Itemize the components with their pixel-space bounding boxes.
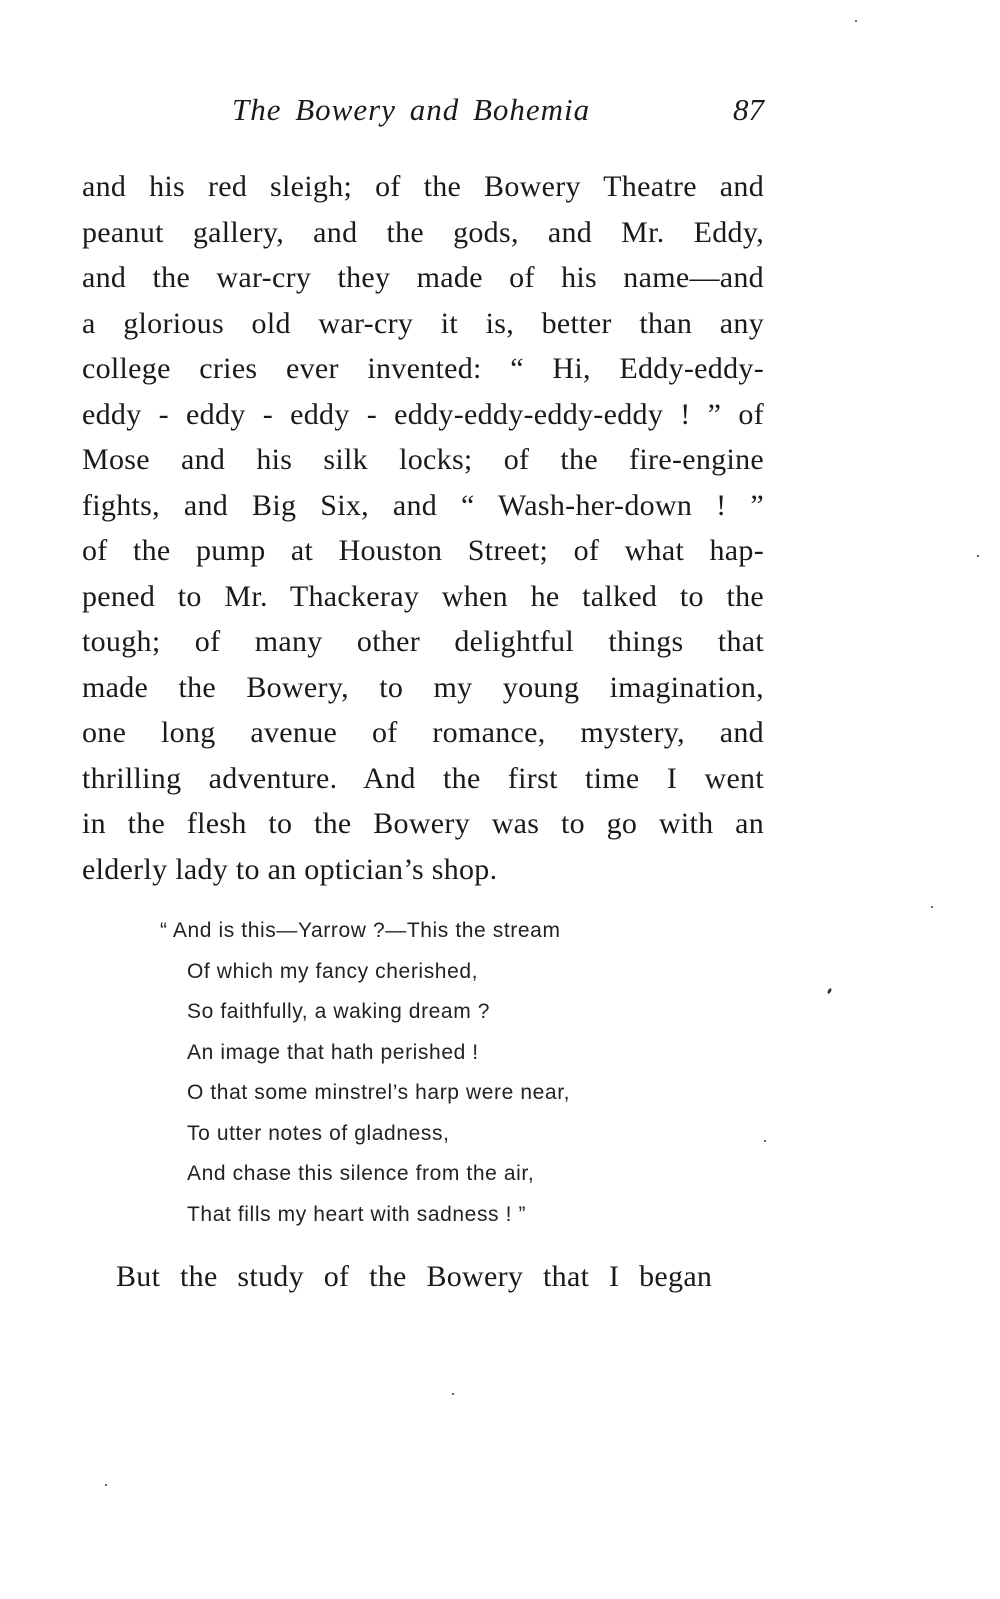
body-line: eddy - eddy - eddy - eddy-eddy-eddy-eddy ! ” of	[82, 397, 764, 431]
scan-speck	[764, 1140, 766, 1142]
body-line: pened to Mr. Thackeray when he talked to the	[82, 579, 764, 613]
body-line: tough; of many other delightful things that	[82, 625, 764, 658]
running-head	[82, 92, 764, 136]
scan-speck	[827, 988, 833, 995]
body-line: and his red sleigh; of the Bowery Theatre and	[82, 170, 764, 203]
body-line: elderly lady to an optician’s shop.	[82, 852, 498, 886]
body-line: one long avenue of romance, mystery, and	[82, 716, 764, 749]
page-number: 87	[733, 92, 764, 127]
closing-paragraph	[116, 1254, 764, 1300]
body-line: and the war-cry they made of his name—and	[82, 261, 764, 294]
body-line: a glorious old war-cry it is, better than any	[82, 306, 764, 340]
scan-speck	[105, 1484, 107, 1486]
poem-line: And chase this silence from the air,	[187, 1162, 535, 1185]
poem-line: So faithfully, a waking dream ?	[187, 1000, 491, 1023]
poem-line: “ And is this—Yarrow ?—This the stream	[160, 919, 561, 942]
poem-line: An image that hath perished !	[187, 1040, 479, 1064]
scan-speck	[452, 1393, 454, 1395]
poem-line: That fills my heart with sadness ! ”	[187, 1202, 527, 1226]
poem-line: O that some minstrel’s harp were near,	[187, 1081, 571, 1104]
poem-line: Of which my fancy cherished,	[187, 959, 479, 983]
body-line: of the pump at Houston Street; of what hap-	[82, 534, 764, 567]
poem-line: To utter notes of gladness,	[187, 1121, 450, 1145]
body-line: fights, and Big Six, and “ Wash-her-down ! ”	[82, 488, 764, 522]
scan-speck	[855, 20, 857, 22]
body-line: college cries ever invented: “ Hi, Eddy-eddy-	[82, 352, 764, 385]
body-line: But the study of the Bowery that I began	[116, 1260, 713, 1293]
body-line: peanut gallery, and the gods, and Mr. Eddy,	[82, 215, 764, 249]
scan-speck	[931, 906, 933, 908]
scan-speck	[977, 555, 979, 557]
running-title: The Bowery and Bohemia	[232, 92, 591, 127]
body-line: made the Bowery, to my young imagination,	[82, 670, 764, 704]
body-line: in the flesh to the Bowery was to go with an	[82, 807, 764, 840]
poem-quotation	[160, 911, 700, 1235]
body-paragraph	[82, 164, 764, 892]
body-line: Mose and his silk locks; of the fire-engine	[82, 443, 764, 476]
body-line: thrilling adventure. And the first time I went	[82, 761, 764, 795]
